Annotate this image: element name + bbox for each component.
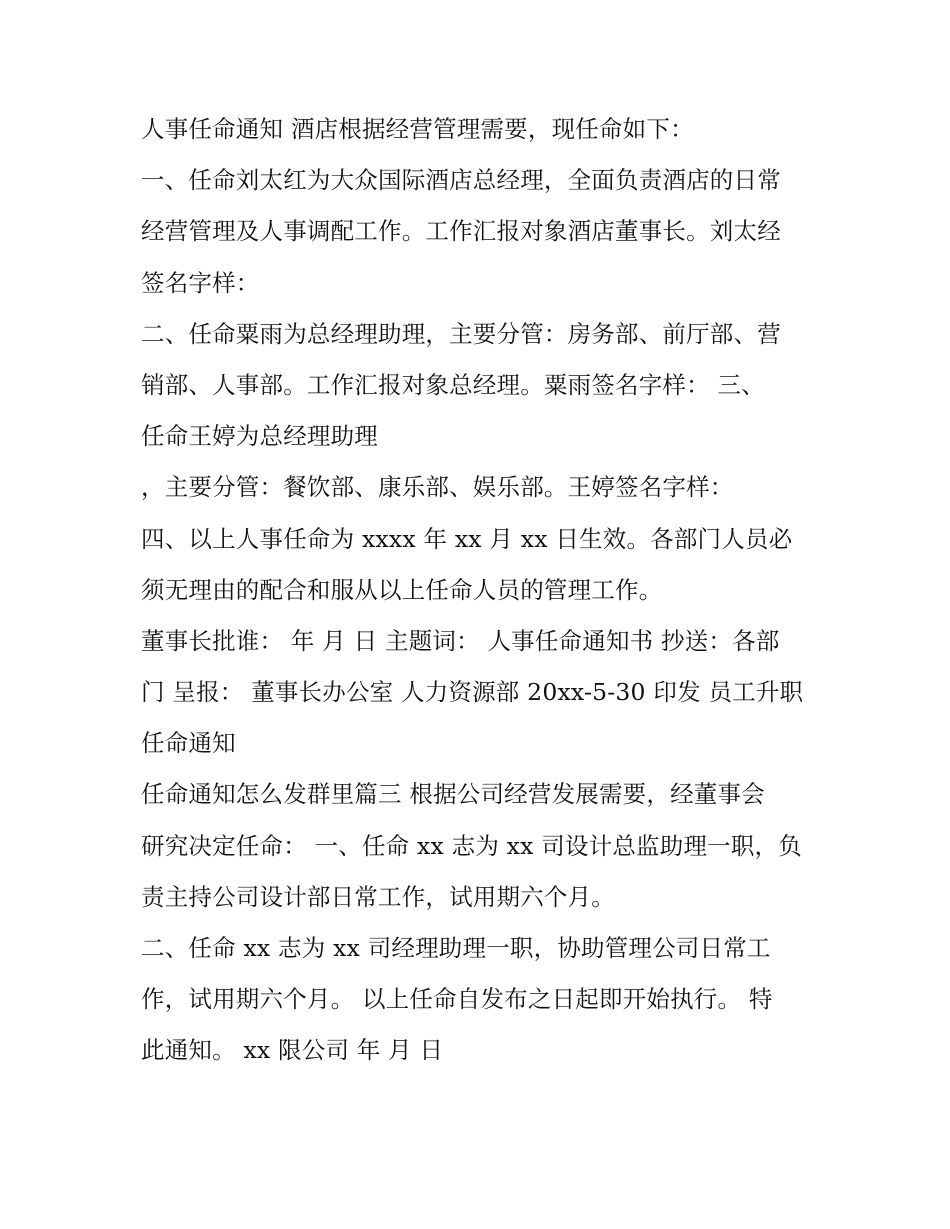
text-line-1: 人事任命通知 酒店根据经营管理需要，现任命如下：	[141, 115, 694, 143]
text-line-14: 任命通知怎么发群里篇三 根据公司经营发展需要，经董事会	[141, 780, 765, 809]
text-line-19: 此通知。 xx 限公司 年 月 日	[141, 1036, 444, 1065]
text-line-12: 门 呈报： 董事长办公室 人力资源部 20xx-5-30 印发 员工升职	[141, 678, 804, 707]
text-line-9: 四、以上人事任命为 xxxx 年 xx 月 xx 日生效。各部门人员必	[141, 524, 793, 553]
text-line-6: 销部、人事部。工作汇报对象总经理。粟雨签名字样： 三、	[141, 370, 765, 399]
text-line-4: 签名字样：	[141, 268, 260, 297]
text-line-18: 作，试用期六个月。 以上任命自发布之日起即开始执行。 特	[141, 985, 773, 1014]
text-line-10: 须无理由的配合和服从以上任命人员的管理工作。	[141, 575, 663, 604]
text-line-3: 经营管理及人事调配工作。工作汇报对象酒店董事长。刘太经	[141, 217, 781, 246]
text-line-16: 责主持公司设计部日常工作，试用期六个月。	[141, 882, 615, 911]
text-line-5: 二、任命粟雨为总经理助理，主要分管：房务部、前厅部、营	[141, 319, 781, 348]
document-body	[141, 104, 821, 1077]
text-line-15: 研究决定任命： 一、任命 xx 志为 xx 司设计总监助理一职，负	[141, 831, 802, 860]
text-line-13: 任命通知	[141, 729, 236, 758]
text-line-11: 董事长批谁： 年 月 日 主题词： 人事任命通知书 抄送：各部	[141, 626, 780, 655]
text-line-7: 任命王婷为总经理助理	[141, 422, 378, 451]
text-line-8: ，主要分管：餐饮部、康乐部、娱乐部。王婷签名字样：	[141, 473, 734, 502]
text-line-17: 二、任命 xx 志为 xx 司经理助理一职，协助管理公司日常工	[141, 934, 771, 962]
text-line-2: 一、任命刘太红为大众国际酒店总经理，全面负责酒店的日常	[141, 166, 781, 195]
